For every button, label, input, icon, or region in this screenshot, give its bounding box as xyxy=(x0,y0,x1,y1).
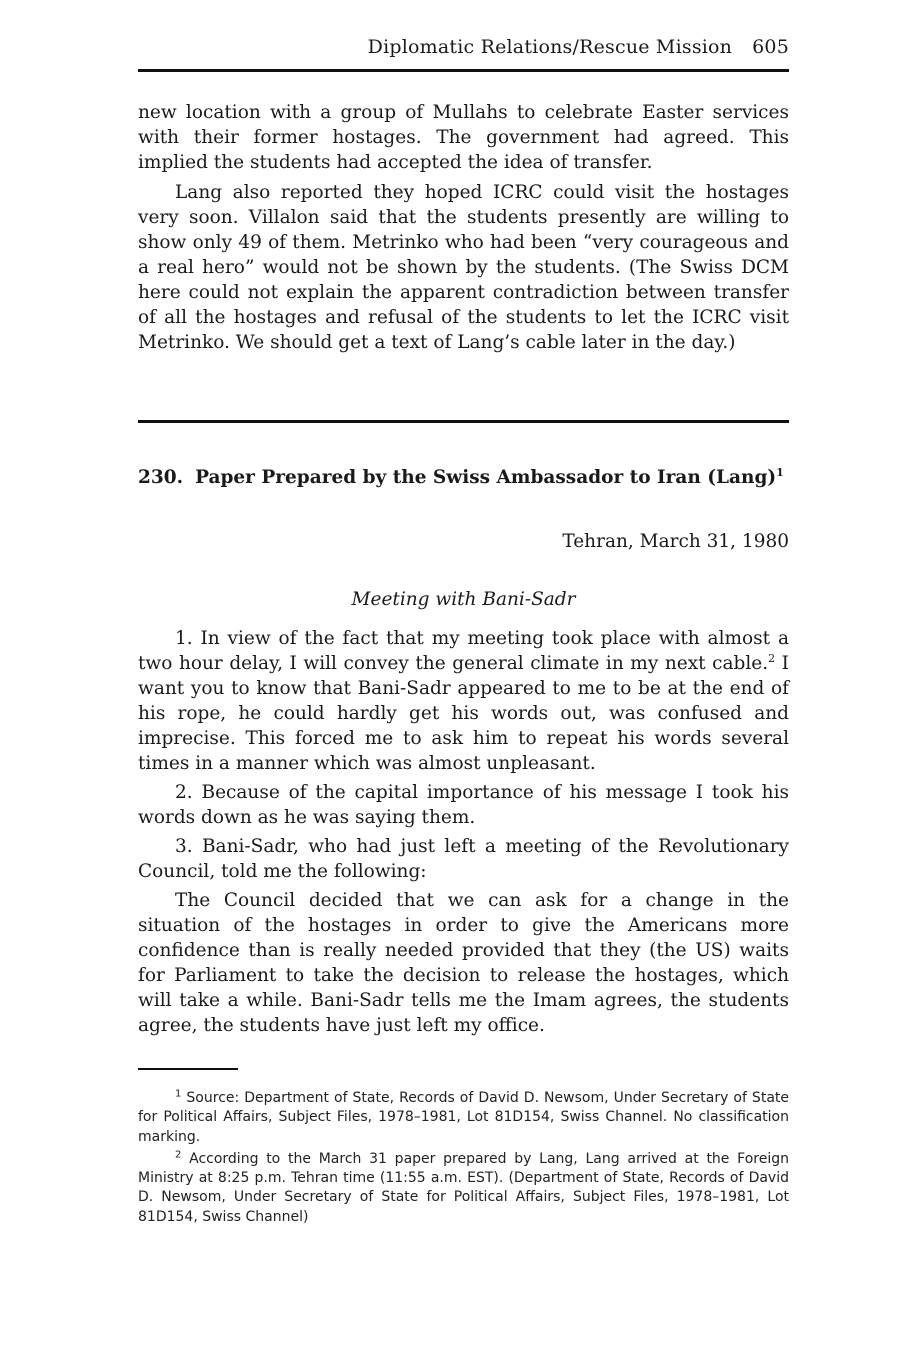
paragraph: Lang also reported they hoped ICRC could visit the hostages very soon. Villalon said that the students presently are willing to show only 49 of them. Metrinko who had been “very courageous and a real hero” would not be shown by the students. (The Swiss DCM here could not explain the apparent contradiction between transfer of all the hostages and refusal of the students to let the ICRC visit Metrinko. We should get a text of Lang’s cable later in the day.) xyxy=(138,182,789,353)
page-number: 605 xyxy=(752,36,789,58)
running-title: Diplomatic Relations/Rescue Mission xyxy=(367,36,733,58)
paragraph: new location with a group of Mullahs to celebrate Easter services with their former hostages. The government had agreed. This implied the students had accepted the idea of transfer. xyxy=(138,102,789,173)
paragraph: 3. Bani-Sadr, who had just left a meeting of the Revolutionary Council, told me the following: xyxy=(138,836,789,882)
paragraph: 2. Because of the capital importance of his message I took his words down as he was saying them. xyxy=(138,782,789,828)
document-title: Paper Prepared by the Swiss Ambassador to Iran (Lang) xyxy=(195,467,777,488)
document-number: 230. xyxy=(138,467,184,488)
footnotes xyxy=(138,1089,789,1227)
paragraph: 1. In view of the fact that my meeting took place with almost a two hour delay, I will convey the general climate in my next cable.$^2$ I want you to know that Bani-Sadr appeared to me to be at the end of his rope, he could hardly get his words out, was confused and imprecise. This forced me to ask him to repeat his words several times in a manner which was almost unpleasant. xyxy=(138,628,789,774)
footnote: $^2$ According to the March 31 paper prepared by Lang, Lang arrived at the Foreign Ministry at 8:25 p.m. Tehran time (11:55 a.m. EST). (Department of State, Records of David D. Newsom, Under Secretary of State for Political Affairs, Subject Files, 1978–1981, Lot 81D154, Swiss Channel) xyxy=(138,1149,789,1225)
footnote-ref: 1 xyxy=(776,465,784,479)
footnote: $^1$ Source: Department of State, Records of David D. Newsom, Under Secretary of State for Political Affairs, Subject Files, 1978–1981, Lot 81D154, Swiss Channel. No classification marking. xyxy=(138,1088,789,1145)
dateline: Tehran, March 31, 1980 xyxy=(562,531,789,552)
running-header xyxy=(368,36,789,58)
footnote-rule xyxy=(138,1068,238,1070)
paragraph: The Council decided that we can ask for a change in the situation of the hostages in order to give the Americans more confidence than is really needed provided that they (the US) waits for Parliament to take the decision to release the hostages, which will take a while. Bani-Sadr tells me the Imam agrees, the students agree, the students have just left my office. xyxy=(138,890,789,1036)
document-heading xyxy=(138,467,784,488)
header-rule xyxy=(138,69,789,72)
section-divider xyxy=(138,420,789,423)
document-body xyxy=(138,626,789,1038)
subject-line: Meeting with Bani-Sadr xyxy=(351,589,576,610)
footnote-ref: 2 xyxy=(768,651,776,665)
continued-text xyxy=(138,100,789,355)
